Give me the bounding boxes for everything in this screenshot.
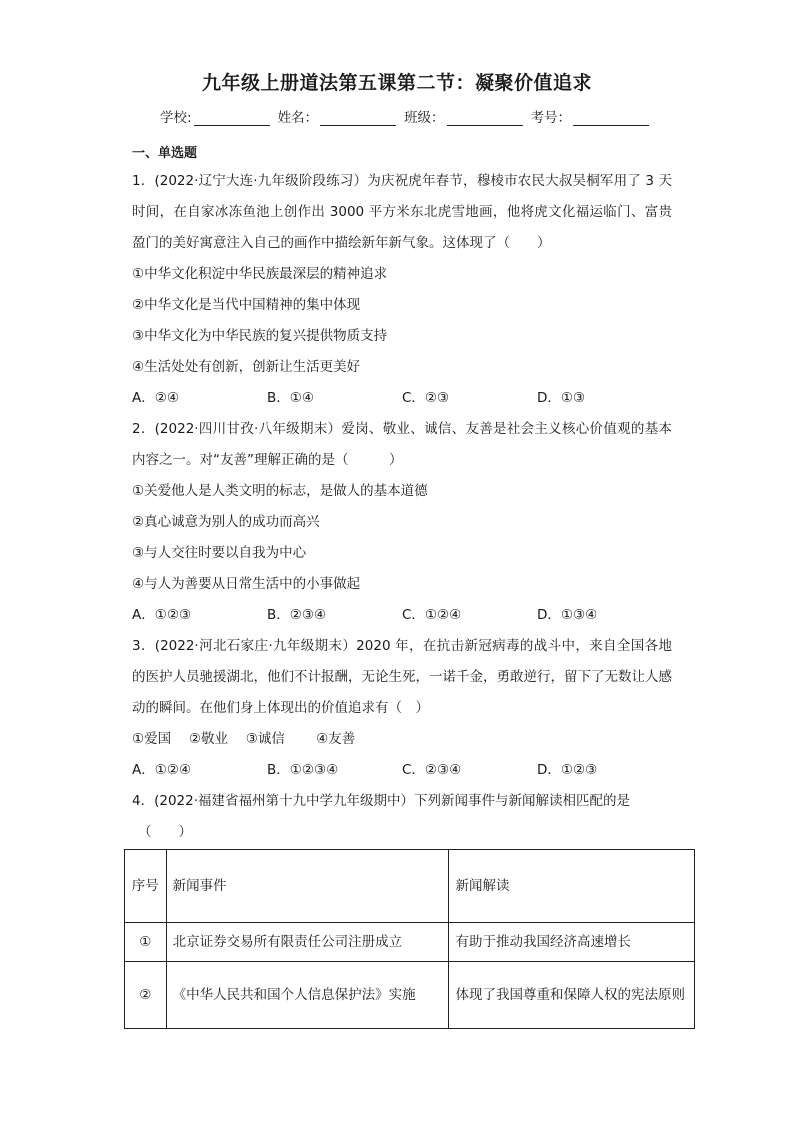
school-label: 学校:: [160, 110, 192, 126]
question-2-option: ②真心诚意为别人的成功而高兴: [132, 514, 320, 530]
choice-c[interactable]: C．②③: [402, 390, 450, 406]
question-1-choices: [132, 383, 672, 414]
class-label: 班级：: [404, 110, 445, 126]
number-blank[interactable]: [573, 111, 649, 126]
question-4-stem: 4．(2022·福建省福州第十九中学九年级期中）下列新闻事件与新闻解读相匹配的是: [132, 793, 631, 809]
choice-a[interactable]: A．②④: [132, 390, 179, 406]
question-4-answer-bracket: （ ）: [138, 824, 192, 840]
choice-d[interactable]: D．①③④: [537, 607, 598, 623]
class-field: [404, 106, 523, 126]
choice-b[interactable]: B．②③④: [267, 607, 327, 623]
choice-d[interactable]: D．①②③: [537, 762, 598, 778]
question-3-option: ①爱国 ②敬业 ③诚信 ④友善: [132, 731, 356, 747]
question-3-stem: 3．(2022·河北石家庄·九年级期末）2020 年，在抗击新冠病毒的战斗中，来自全国各地的医护人员驰援湖北，他们不计报酬，无论生死，一诺千金，勇敢逆行，留下了无数让人感动的瞬间。在他们身上体现出的价值追求有（ ）: [132, 638, 672, 716]
question-1-option: ②中华文化是当代中国精神的集中体现: [132, 297, 361, 313]
question-3-choices: [132, 755, 672, 786]
question-2-choices: [132, 600, 672, 631]
name-blank[interactable]: [320, 111, 396, 126]
student-info-row: [160, 106, 657, 126]
question-2-option: ①关爱他人是人类文明的标志，是做人的基本道德: [132, 483, 428, 499]
name-field: [278, 106, 397, 126]
page-title: 九年级上册道法第五课第二节：凝聚价值追求: [201, 72, 592, 94]
table-row: [125, 923, 695, 962]
header-cell-event: 新闻事件: [166, 850, 449, 923]
school-field: [160, 106, 270, 126]
header-cell-index: 序号: [125, 850, 167, 923]
question-2-stem: 2．(2022·四川甘孜·八年级期末）爱岗、敬业、诚信、友善是社会主义核心价值观的基本内容之一。对“友善”理解正确的是（ ）: [132, 421, 672, 468]
table-header-row: [125, 850, 695, 923]
question-1-option: ④生活处处有创新，创新让生活更美好: [132, 359, 361, 375]
table-row: [125, 962, 695, 1029]
choice-b[interactable]: B．①④: [267, 390, 314, 406]
choice-d[interactable]: D．①③: [537, 390, 586, 406]
question-1-stem: 1．(2022·辽宁大连·九年级阶段练习）为庆祝虎年春节，穆棱市农民大叔吴桐军用了 3 天时间，在自家冰冻鱼池上创作出 3000 平方米东北虎雪地画，他将虎文化福运临门、富贵盈门的美好寓意注入自己的画作中描绘新年新气象。这体现了（ ）: [132, 173, 672, 251]
number-label: 考号：: [530, 110, 572, 126]
choice-b[interactable]: B．①②③④: [267, 762, 339, 778]
row-index: ②: [125, 962, 167, 1029]
question-1-option: ①中华文化积淀中华民族最深层的精神追求: [132, 266, 388, 282]
question-list: [132, 166, 672, 848]
question-1-option: ③中华文化为中华民族的复兴提供物质支持: [132, 328, 388, 344]
choice-a[interactable]: A．①②③: [132, 607, 192, 623]
section-heading: 一、单选题: [132, 146, 198, 161]
row-interpretation: 体现了我国尊重和保障人权的宪法原则: [449, 962, 695, 1029]
question-2-option: ④与人为善要从日常生活中的小事做起: [132, 576, 361, 592]
choice-c[interactable]: C．②③④: [402, 762, 462, 778]
row-interpretation: 有助于推动我国经济高速增长: [449, 923, 695, 962]
number-field: [531, 106, 650, 126]
news-table: [124, 849, 695, 1029]
question-2-option: ③与人交往时要以自我为中心: [132, 545, 307, 561]
header-cell-interpretation: 新闻解读: [449, 850, 695, 923]
school-blank[interactable]: [194, 111, 270, 126]
row-event: 《中华人民共和国个人信息保护法》实施: [166, 962, 449, 1029]
class-blank[interactable]: [447, 111, 523, 126]
row-event: 北京证券交易所有限责任公司注册成立: [166, 923, 449, 962]
choice-a[interactable]: A．①②④: [132, 762, 192, 778]
name-label: 姓名：: [277, 110, 319, 126]
row-index: ①: [125, 923, 167, 962]
choice-c[interactable]: C．①②④: [402, 607, 462, 623]
